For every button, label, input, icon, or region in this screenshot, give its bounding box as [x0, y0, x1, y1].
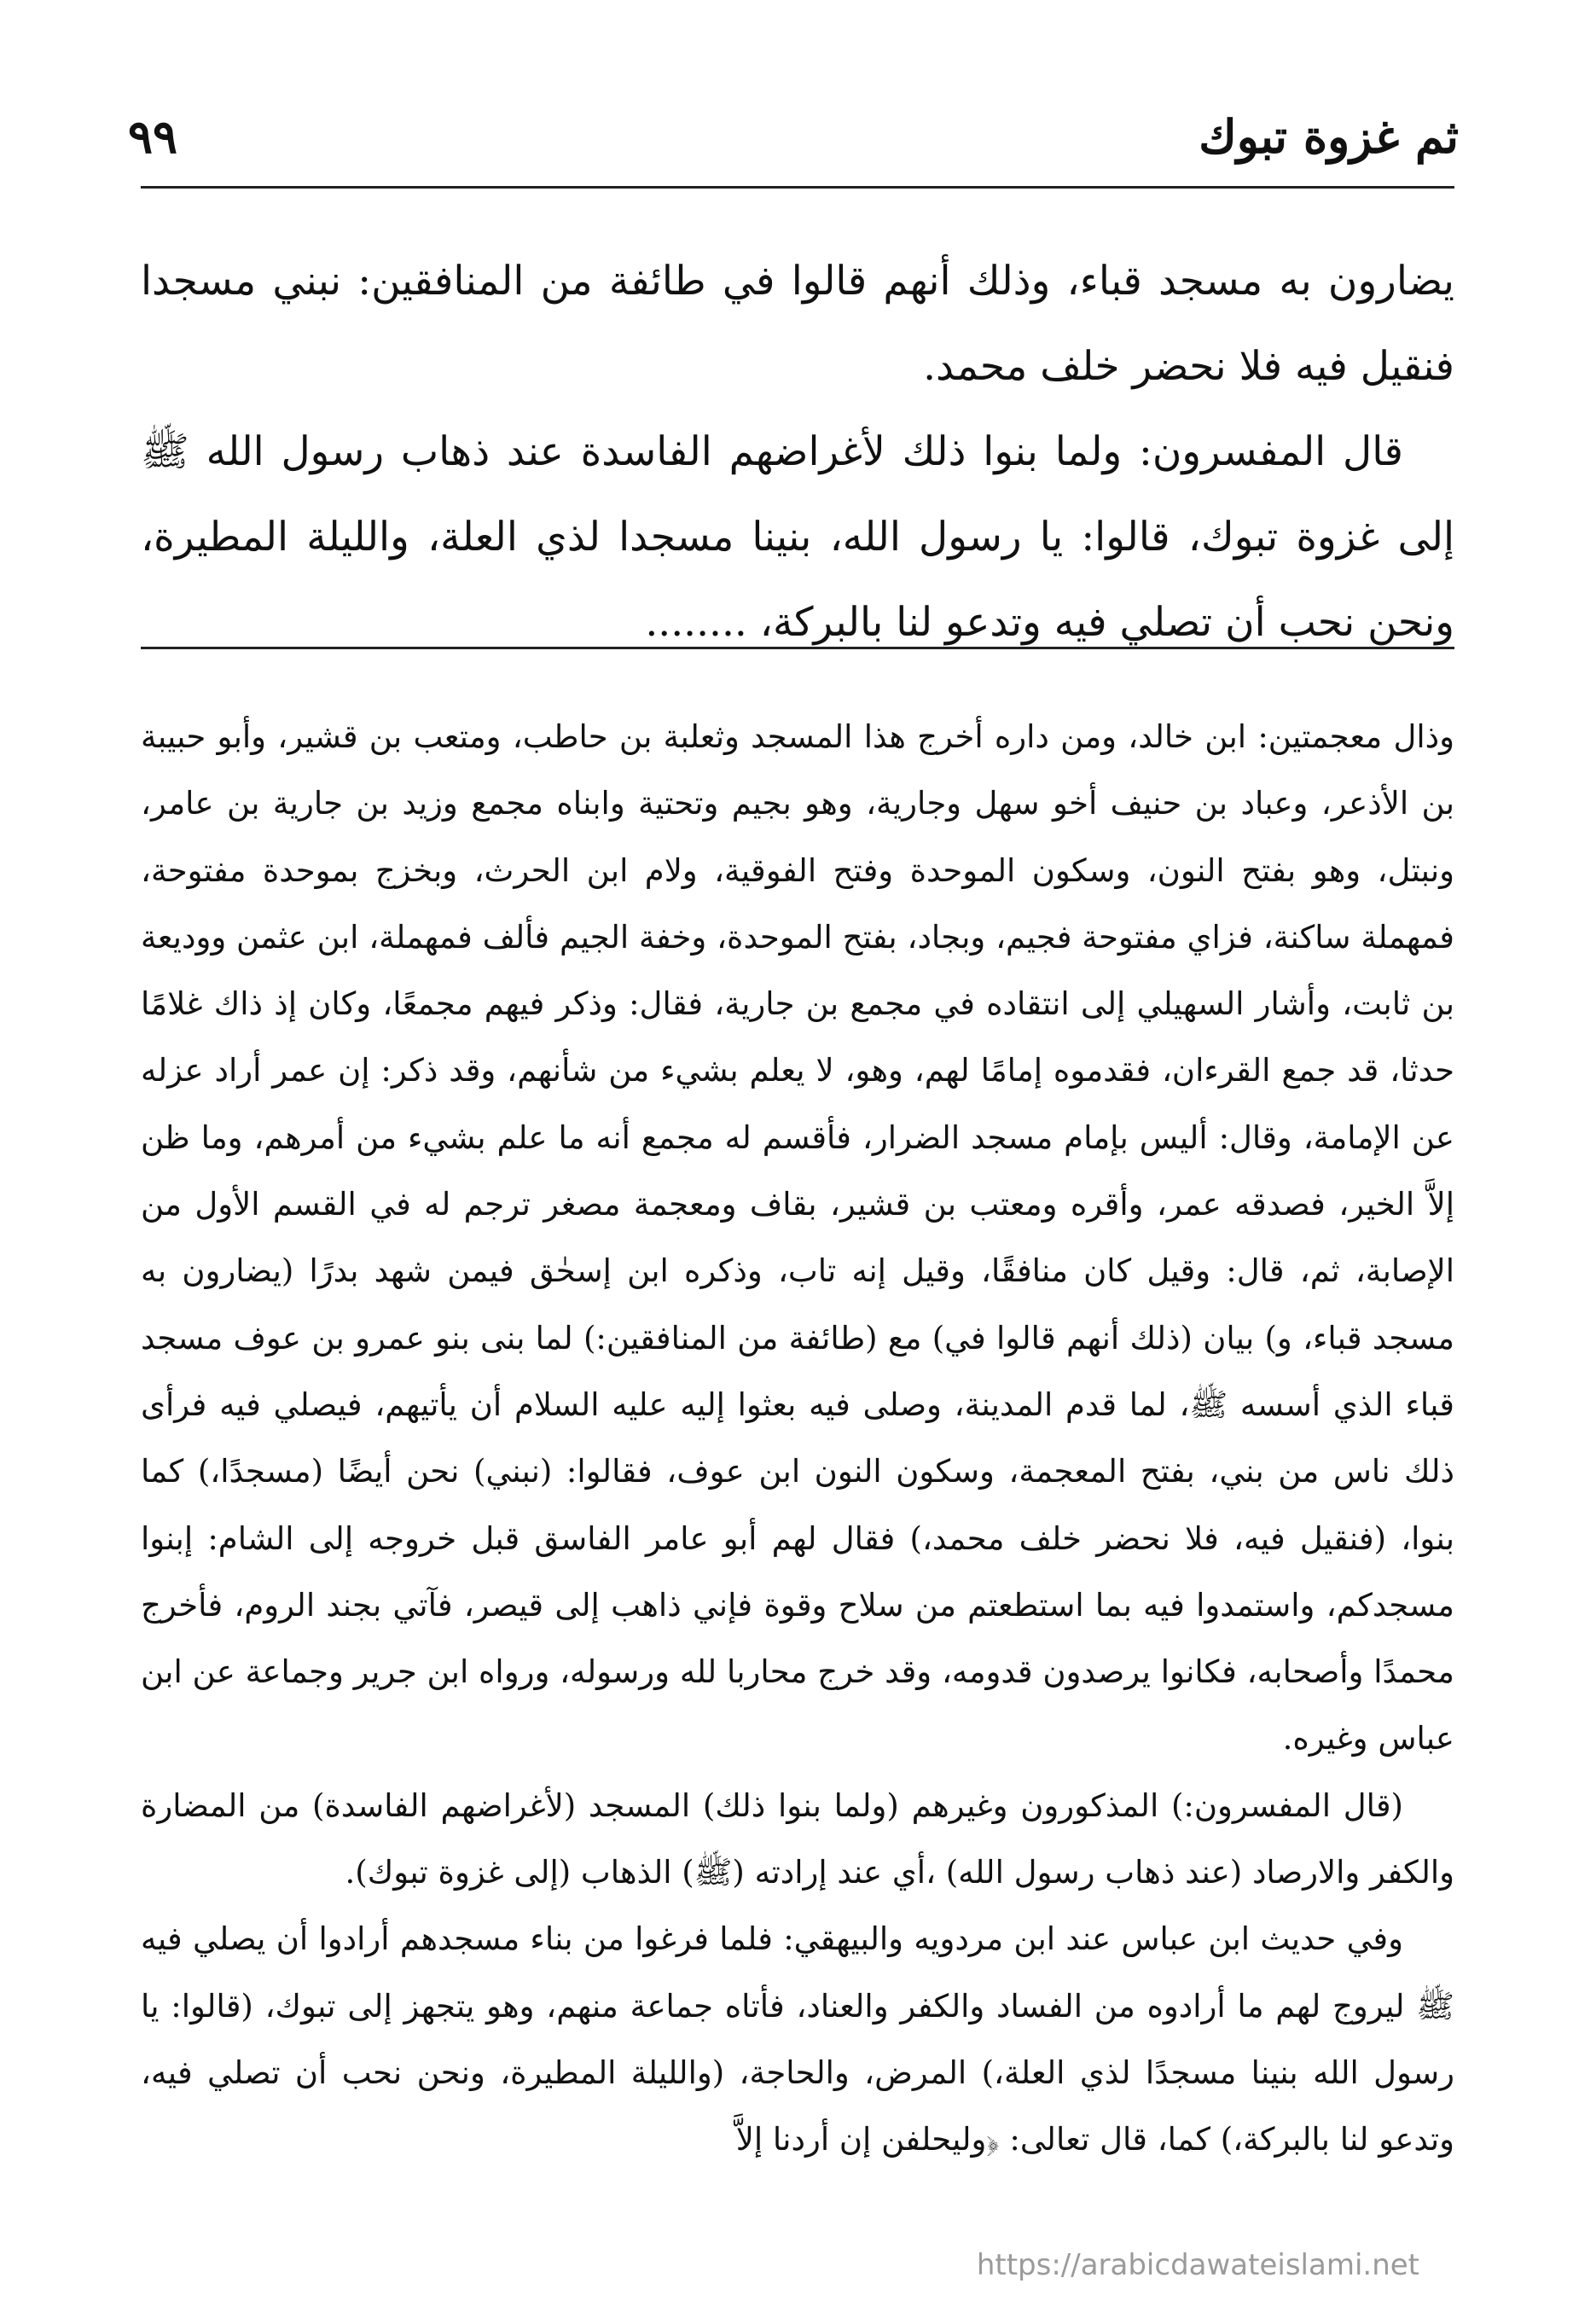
- commentary-paragraph: (قال المفسرون:) المذكورون وغيرهم (ولما بنوا ذلك) المسجد (لأغراضهم الفاسدة) من المضارة والكفر والارصاد (عند ذهاب رسول الله) ،أي عند إرادته (ﷺ) الذهاب (إلى غزوة تبوك).: [141, 1787, 1454, 1891]
- main-text-paragraph: يضارون به مسجد قباء، وذلك أنهم قالوا في طائفة من المنافقين: نبني مسجدا فنقيل فيه فلا نحضر خلف محمد.: [141, 258, 1454, 390]
- commentary-paragraph: وذال معجمتين: ابن خالد، ومن داره أخرج هذا المسجد وثعلبة بن حاطب، ومتعب بن قشير، وأبو حبيبة بن الأذعر، وعباد بن حنيف أخو سهل وجارية، وهو بجيم وتحتية وابناه مجمع وزيد بن جارية بن عامر، ونبتل، وهو بفتح النون، وسكون الموحدة وفتح الفوقية، ولام ابن الحرث، وبخزج بموحدة مفتوحة، فمهملة ساكنة، فزاي مفتوحة فجيم، وبجاد، بفتح الموحدة، وخفة الجيم فألف فمهملة، ابن عثمن ووديعة بن ثابت، وأشار السهيلي إلى انتقاده في مجمع بن جارية، فقال: وذكر فيهم مجمعًا، وكان إذ ذاك غلامًا حدثا، قد جمع القرءان، فقدموه إمامًا لهم، وهو، لا يعلم بشيء من شأنهم، وقد ذكر: إن عمر أراد عزله عن الإمامة، وقال: أليس بإمام مسجد الضرار، فأقسم له مجمع أنه ما علم بشيء من أمرهم، وما ظن إلاَّ الخير، فصدقه عمر، وأقره ومعتب بن قشير، بقاف ومعجمة مصغر ترجم له في القسم الأول من الإصابة، ثم، قال: وقيل كان منافقًا، وقيل إنه تاب، وذكره ابن إسحٰق فيمن شهد بدرًا (يضارون به مسجد قباء، و) بيان (ذلك أنهم قالوا في) مع (طائفة من المنافقين:) لما بنى بنو عمرو بن عوف مسجد قباء الذي أسسه ﷺ، لما قدم المدينة، وصلى فيه بعثوا إليه عليه السلام أن يأتيهم، فيصلي فيه فرأى ذلك ناس من بني، بفتح المعجمة، وسكون النون ابن عوف، فقالوا: (نبني) نحن أيضًا (مسجدًا،) كما بنوا، (فنقيل فيه، فلا نحضر خلف محمد،) فقال لهم أبو عامر الفاسق قبل خروجه إلى الشام: إبنوا مسجدكم، واستمدوا فيه بما استطعتم من سلاح وقوة فإني ذاهب إلى قيصر، فآتي بجند الروم، فأخرج محمدًا وأصحابه، فكانوا يرصدون قدومه، وقد خرج محاربا لله ورسوله، ورواه ابن جرير وجماعة عن ابن عباس وغيره.: [141, 718, 1454, 1758]
- commentary-paragraph: وفي حديث ابن عباس عند ابن مردويه والبيهقي: فلما فرغوا من بناء مسجدهم أرادوا أن يصلي فيه ﷺ ليروج لهم ما أرادوه من الفساد والكفر والعناد، فأتاه جماعة منهم، وهو يتجهز إلى تبوك، (قالوا: يا رسول الله بنينا مسجدًا لذي العلة،) المرض، والحاجة، (والليلة المطيرة، ونحن نحب أن تصلي فيه، وتدعو لنا بالبركة،) كما، قال تعالى: ﴿وليحلفن إن أردنا إلاَّ: [141, 1920, 1454, 2158]
- page-header: [128, 109, 1459, 177]
- commentary-text: [141, 704, 1454, 2174]
- header-divider: [141, 186, 1454, 189]
- page-number: ٩٩: [128, 109, 178, 164]
- main-text: [141, 239, 1454, 665]
- commentary-divider: [141, 647, 1454, 649]
- main-text-paragraph: قال المفسرون: ولما بنوا ذلك لأغراضهم الفاسدة عند ذهاب رسول الله ﷺ إلى غزوة تبوك، قالوا: يا رسول الله، بنينا مسجدا لذي العلة، والليلة المطيرة، ونحن نحب أن تصلي فيه وتدعو لنا بالبركة، ........: [141, 428, 1455, 646]
- running-title: ثم غزوة تبوك: [1199, 109, 1459, 164]
- watermark-url: https://arabicdawateislami.net: [976, 2248, 1419, 2282]
